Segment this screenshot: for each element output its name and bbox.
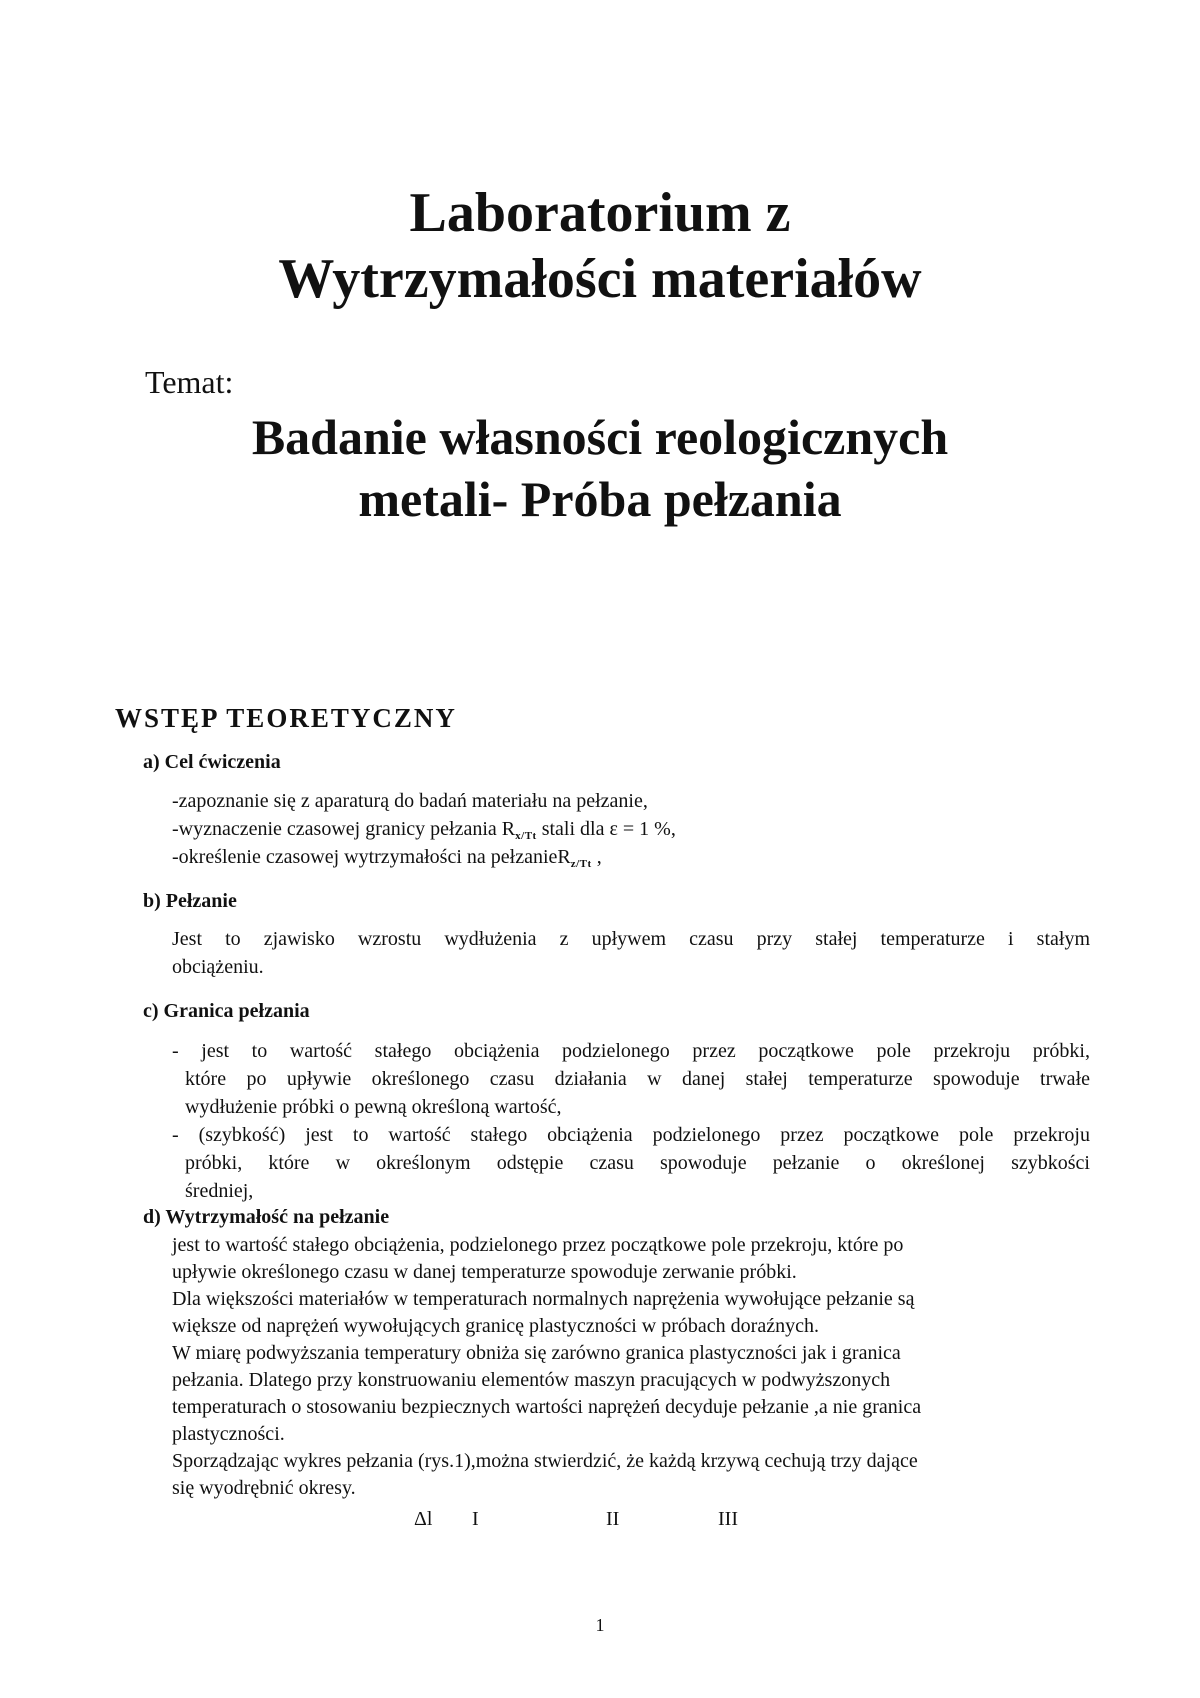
pelzanie-line-2: obciążeniu. <box>172 956 264 978</box>
subsection-heading-wytrzymalosc: d) Wytrzymałość na pełzanie <box>143 1206 390 1228</box>
subsection-heading-granica: c) Granica pełzania <box>143 1000 310 1022</box>
figure-label-delta-l: Δl <box>414 1508 433 1530</box>
topic-title-line2: metali- Próba pełzania <box>358 471 842 527</box>
figure-label-period-1: I <box>472 1508 479 1530</box>
granica-line-5: próbki, które w określonym odstępie czasu spowoduje pełzanie o określonej szybkości <box>185 1152 1090 1174</box>
wytrzymalosc-line-3: Dla większości materiałów w temperaturach normalnych naprężenia wywołujące pełzanie są <box>172 1288 915 1310</box>
granica-line-6: średniej, <box>185 1180 254 1202</box>
granica-line-3: wydłużenie próbki o pewną określoną wartość, <box>185 1096 562 1118</box>
subsection-heading-cel: a) Cel ćwiczenia <box>143 751 281 773</box>
cel-line-3-tail: , <box>591 846 602 868</box>
granica-line-4: - (szybkość) jest to wartość stałego obciążenia podzielonego przez początkowe pole przekroju <box>172 1124 1090 1146</box>
section-heading-intro: WSTĘP TEORETYCZNY <box>115 703 457 733</box>
wytrzymalosc-line-8: plastyczności. <box>172 1423 285 1445</box>
wytrzymalosc-line-4: większe od naprężeń wywołujących granicę plastyczności w próbach doraźnych. <box>172 1315 819 1337</box>
figure-label-period-3: III <box>718 1508 738 1530</box>
cel-line-2-tail: stali dla ε = 1 %, <box>536 818 676 840</box>
topic-title-line1: Badanie własności reologicznych <box>251 409 949 465</box>
rz-subscript: z/Tt <box>570 858 592 870</box>
topic-label: Temat: <box>145 364 234 400</box>
wytrzymalosc-line-5: W miarę podwyższania temperatury obniża się zarówno granica plastyczności jak i granica <box>172 1342 901 1364</box>
wytrzymalosc-line-9: Sporządzając wykres pełzania (rys.1),można stwierdzić, że każdą krzywą cechują trzy dające <box>172 1450 918 1472</box>
wytrzymalosc-line-2: upływie określonego czasu w danej temperaturze spowoduje zerwanie próbki. <box>172 1261 797 1283</box>
granica-line-2: które po upływie określonego czasu działania w danej stałej temperaturze spowoduje trwałe <box>185 1068 1090 1090</box>
cel-line-3-text: -określenie czasowej wytrzymałości na pełzanieR <box>172 846 571 868</box>
granica-line-1: - jest to wartość stałego obciążenia podzielonego przez początkowe pole przekroju próbki, <box>172 1040 1090 1062</box>
page-number: 1 <box>595 1615 605 1635</box>
rx-subscript: x/Tt <box>515 830 537 842</box>
cel-line-2-text: -wyznaczenie czasowej granicy pełzania R <box>172 818 516 840</box>
subsection-heading-pelzanie: b) Pełzanie <box>143 890 237 912</box>
wytrzymalosc-line-10: się wyodrębnić okresy. <box>172 1477 356 1499</box>
cel-line-2 <box>172 818 676 841</box>
wytrzymalosc-line-1: jest to wartość stałego obciążenia, podzielonego przez początkowe pole przekroju, które po <box>172 1234 904 1256</box>
document-title-line2: Wytrzymałości materiałów <box>278 248 922 310</box>
figure-label-period-2: II <box>606 1508 620 1530</box>
wytrzymalosc-line-7: temperaturach o stosowaniu bezpiecznych wartości naprężeń decyduje pełzanie ,a nie granica <box>172 1396 922 1418</box>
document-title-line1: Laboratorium z <box>409 182 791 244</box>
pelzanie-line-1: Jest to zjawisko wzrostu wydłużenia z upływem czasu przy stałej temperaturze i stałym <box>172 928 1090 950</box>
cel-line-1: -zapoznanie się z aparaturą do badań materiału na pełzanie, <box>172 790 648 812</box>
cel-line-3 <box>172 846 602 869</box>
wytrzymalosc-line-6: pełzania. Dlatego przy konstruowaniu elementów maszyn pracujących w podwyższonych <box>172 1369 891 1391</box>
